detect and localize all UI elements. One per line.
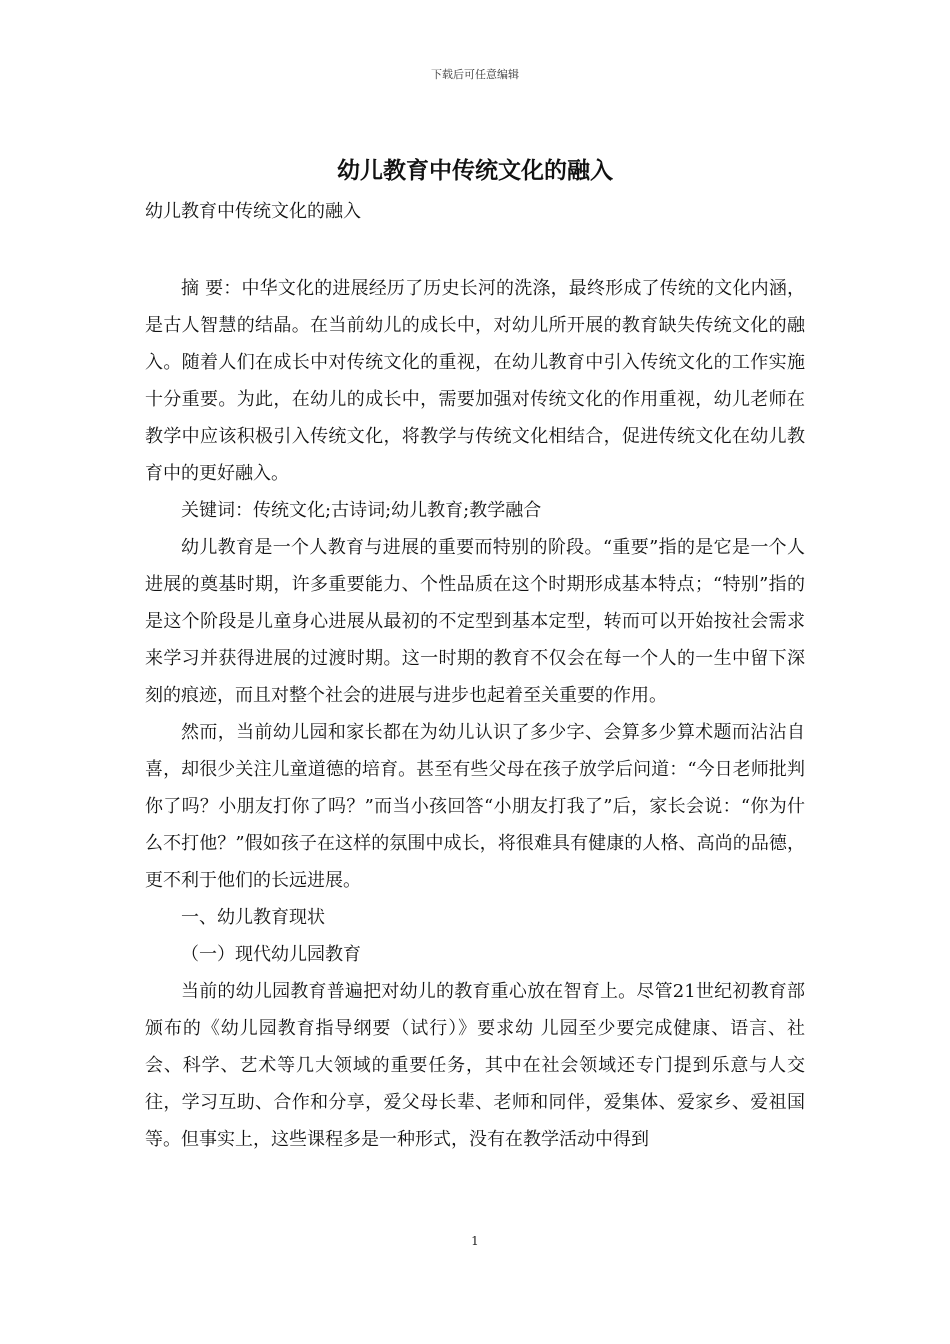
section-heading: 一、幼儿教育现状 — [181, 907, 325, 928]
abstract-paragraph: 摘 要：中华文化的进展经历了历史长河的洗涤，最终形成了传统的文化内涵，是古人智慧的结晶。在当前幼儿的成长中，对幼儿所开展的教育缺失传统文化的融入。随着人们在成长中对传统文化的重视，在幼儿教育中引入传统文化的工作实施十分重要。为此，在幼儿的成长中，需要加强对传统文化的作用重视，幼儿老师在教学中应该积极引入传统文化，将教学与传统文化相结合，促进传统文化在幼儿教育中的更好融入。 — [145, 278, 805, 484]
body-paragraph: 幼儿教育是一个人教育与进展的重要而特别的阶段。“重要”指的是它是一个人进展的奠基时期，许多重要能力、个性品质在这个时期形成基本特点；“特别”指的是这个阶段是儿童身心进展从最初的不定型到基本定型，转而可以开始按社会需求来学习并获得进展的过渡时期。这一时期的教育不仅会在每一个人的一生中留下深刻的痕迹，而且对整个社会的进展与进步也起着至关重要的作用。 — [145, 537, 805, 706]
header-note: 下载后可任意编辑 — [431, 68, 519, 81]
body-paragraph: 当前的幼儿园教育普遍把对幼儿的教育重心放在智育上。尽管21世纪初教育部颁布的《幼儿园教育指导纲要（试行）》要求幼 儿园至少要完成健康、语言、社会、科学、艺术等几大领域的重要任务，其中在社会领域还专门提到乐意与人交往，学习互助、合作和分享，爱父母长辈、老师和同伴，爱集体、爱家乡、爱祖国等。但事实上，这些课程多是一种形式，没有在教学活动中得到 — [145, 981, 805, 1150]
subsection-heading: （一）现代幼儿园教育 — [181, 944, 361, 965]
body-paragraph: 然而，当前幼儿园和家长都在为幼儿认识了多少字、会算多少算术题而沾沾自喜，却很少关注儿童道德的培育。甚至有些父母在孩子放学后问道：“今日老师批判你了吗？小朋友打你了吗？”而当小孩回答“小朋友打我了”后，家长会说：“你为什么不打他？”假如孩子在这样的氛围中成长，将很难具有健康的人格、高尚的品德，更不利于他们的长远进展。 — [145, 722, 805, 891]
document-title: 幼儿教育中传统文化的融入 — [337, 157, 613, 184]
keywords-paragraph: 关键词：传统文化;古诗词;幼儿教育;教学融合 — [181, 500, 542, 521]
document-body — [145, 270, 805, 1158]
page-number: 1 — [471, 1234, 479, 1248]
document-subtitle: 幼儿教育中传统文化的融入 — [145, 201, 361, 222]
